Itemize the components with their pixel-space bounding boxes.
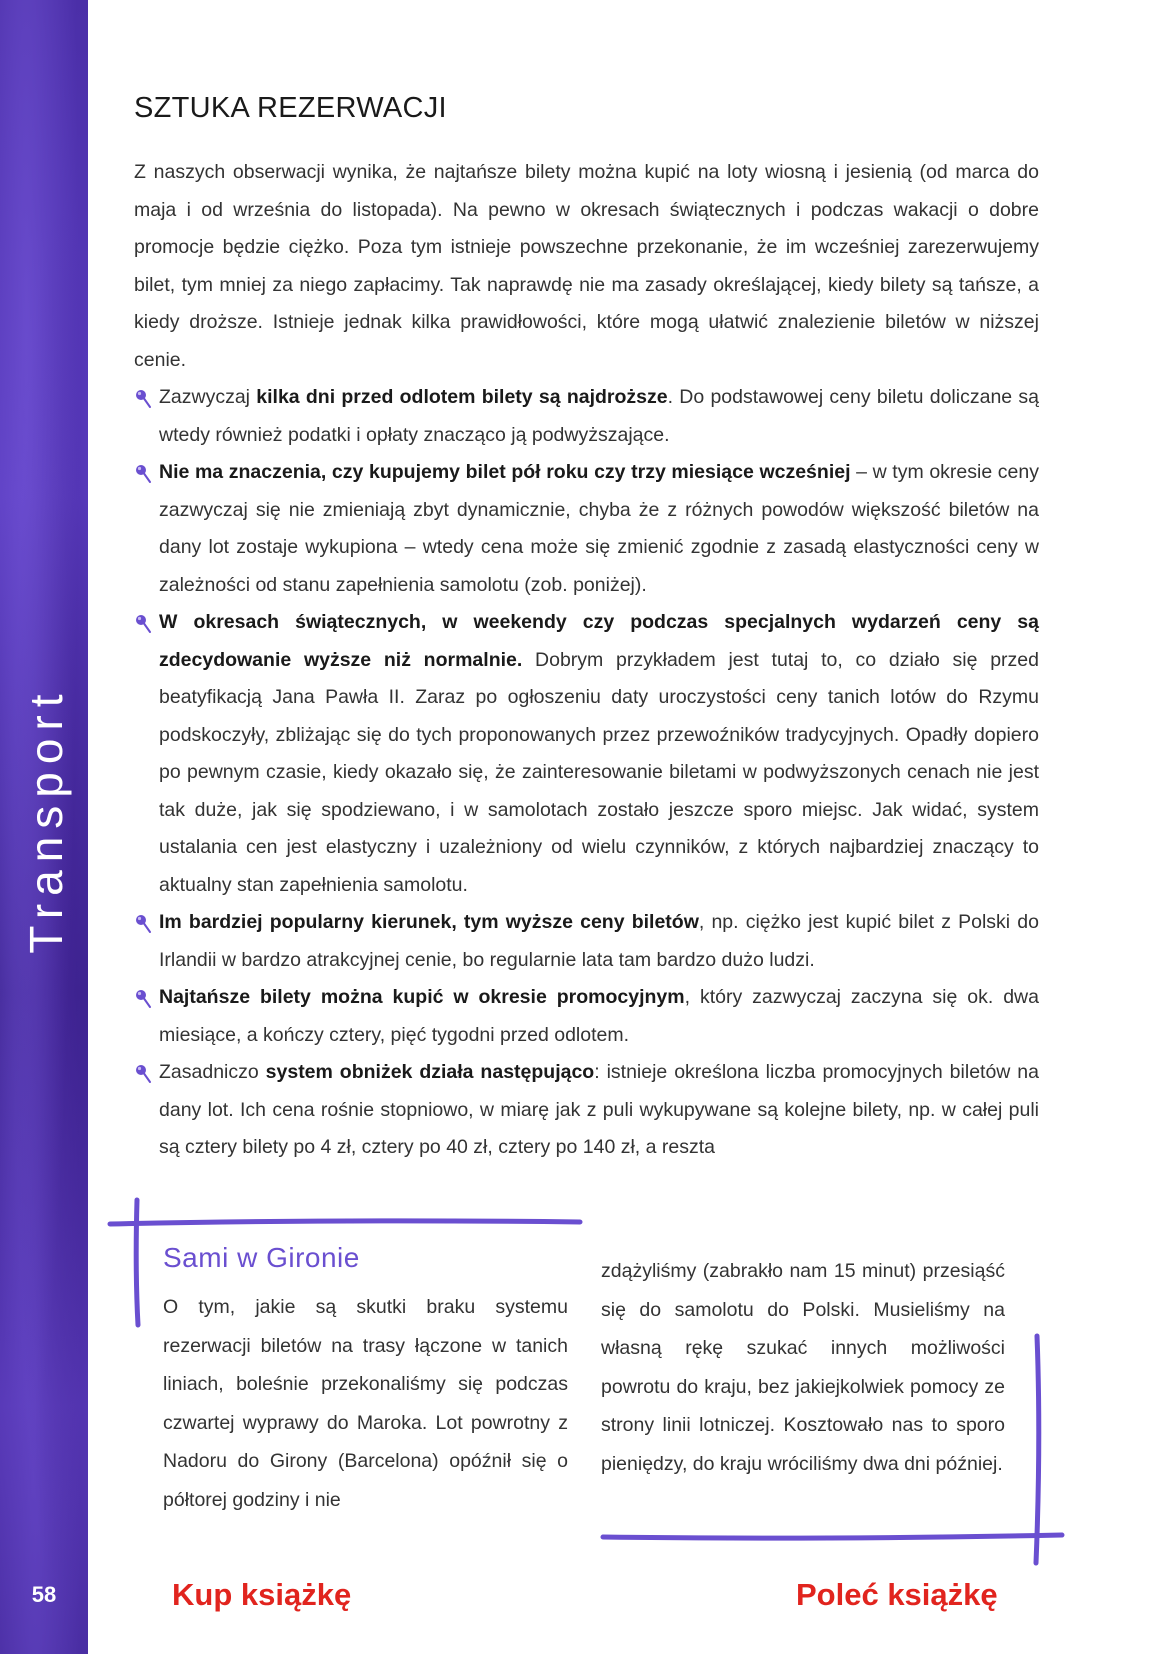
item-pre: Zazwyczaj [159,386,257,408]
item-post: , który zazwyczaj zaczyna się ok. dwa miesiące, a kończy cztery, pięć tygodni przed odlotem. [159,986,1039,1046]
box-column-1: O tym, jakie są skutki braku systemu rezerwacji biletów na trasy łączone w tanich liniach, boleśnie przekonaliśmy się podczas czwartej wyprawy do Maroka. Lot powrotny z Nadoru do Girony (Barcelona) opóźnił się o półtorej godziny i nie [163,1296,568,1511]
main-text [134,154,1039,1167]
list-item [134,604,1039,904]
pushpin-icon [134,989,152,1009]
section-heading: SZTUKA REZERWACJI [134,92,447,124]
item-post: Dobrym przykładem jest tutaj to, co działo się przed beatyfikacją Jana Pawła II. Zaraz po ogłoszeniu daty uroczystości ceny tanich lotów do Rzymu podskoczyły, zbliżając się do tych proponowanych przez przewoźników tradycyjnych. Opadły dopiero po pewnym czasie, kiedy okazało się, że zainteresowanie biletami w podwyższonych cenach nie jest tak duże, jak się spodziewano, i w samolotach zostało jeszcze sporo miejsc. Jak widać, system ustalania cen jest elastyczny i uzależniony od wielu czynników, z których najbardziej znaczący to aktualny stan zapełnienia samolotu. [159,648,1039,896]
page-number: 58 [31,1582,57,1607]
intro-paragraph: Z naszych obserwacji wynika, że najtańsze bilety można kupić na loty wiosną i jesienią (od marca do maja i od września do listopada). Na pewno w okresach świątecznych i podczas wakacji o dobre promocje będzie ciężko. Poza tym istnieje powszechne przekonanie, że im wcześniej zarezerwujemy bilet, tym mniej za niego zapłacimy. Tak naprawdę nie ma zasady określającej, kiedy bilety są tańsze, a kiedy droższe. Istnieje jednak kilka prawidłowości, które mogą ułatwić znalezienie biletów w niższej cenie. [134,161,1039,371]
pushpin-icon [134,389,152,409]
chapter-sidebar [0,0,88,1654]
list-item [134,904,1039,979]
list-item [134,979,1039,1054]
buy-book-link[interactable]: Kup książkę [172,1577,352,1612]
list-item [134,379,1039,454]
box-column-2: zdążyliśmy (zabrakło nam 15 minut) przesiąść się do samolotu do Polski. Musieliśmy na własną rękę szukać innych możliwości powrotu do kraju, bez jakiejkolwiek pomocy ze strony linii lotniczej. Kosztowało nas to sporo pieniędzy, do kraju wróciliśmy dwa dni później. [601,1260,1005,1475]
item-post: , np. ciężko jest kupić bilet z Polski do Irlandii w bardzo atrakcyjnej cenie, bo regularnie lata tam bardzo dużo ludzi. [159,911,1039,971]
pushpin-icon [134,614,152,634]
item-post: . Do podstawowej ceny biletu doliczane są wtedy również podatki i opłaty znacząco ją podwyższające. [159,386,1039,446]
item-post: – w tym okresie ceny zazwyczaj się nie zmieniają zbyt dynamicznie, chyba że z różnych powodów większość biletów na dany lot zostaje wykupiona – wtedy cena może się zmienić zgodnie z zasadą elastyczności ceny w zależności od stanu zapełnienia samolotu (zob. poniżej). [159,461,1039,596]
pushpin-icon [134,1064,152,1084]
chapter-title: Transport [20,686,72,954]
item-bold: kilka dni przed odlotem bilety są najdroższe [256,386,668,408]
recommend-book-link[interactable]: Poleć książkę [796,1577,998,1612]
item-bold: Najtańsze bilety można kupić w okresie promocyjnym [159,986,685,1008]
item-bold: system obniżek działa następująco [265,1061,595,1083]
tips-list [134,379,1039,1167]
pushpin-icon [134,914,152,934]
item-bold: Im bardziej popularny kierunek, tym wyższe ceny biletów [159,911,699,933]
pushpin-icon [134,464,152,484]
item-bold: Nie ma znaczenia, czy kupujemy bilet pół roku czy trzy miesiące wcześniej [159,461,851,483]
box-title: Sami w Gironie [163,1242,360,1273]
item-post: : istnieje określona liczba promocyjnych biletów na dany lot. Ich cena rośnie stopniowo, w miarę jak z puli wykupywane są kolejne bilety, np. w całej puli są cztery bilety po 4 zł, cztery po 40 zł, cztery po 140 zł, a reszta [159,1061,1039,1158]
list-item [134,454,1039,604]
list-item [134,1054,1039,1167]
item-bold: W okresach świątecznych, w weekendy czy podczas specjalnych wydarzeń ceny są zdecydowanie wyższe niż normalnie. [159,611,1039,671]
item-pre: Zasadniczo [159,1061,266,1083]
